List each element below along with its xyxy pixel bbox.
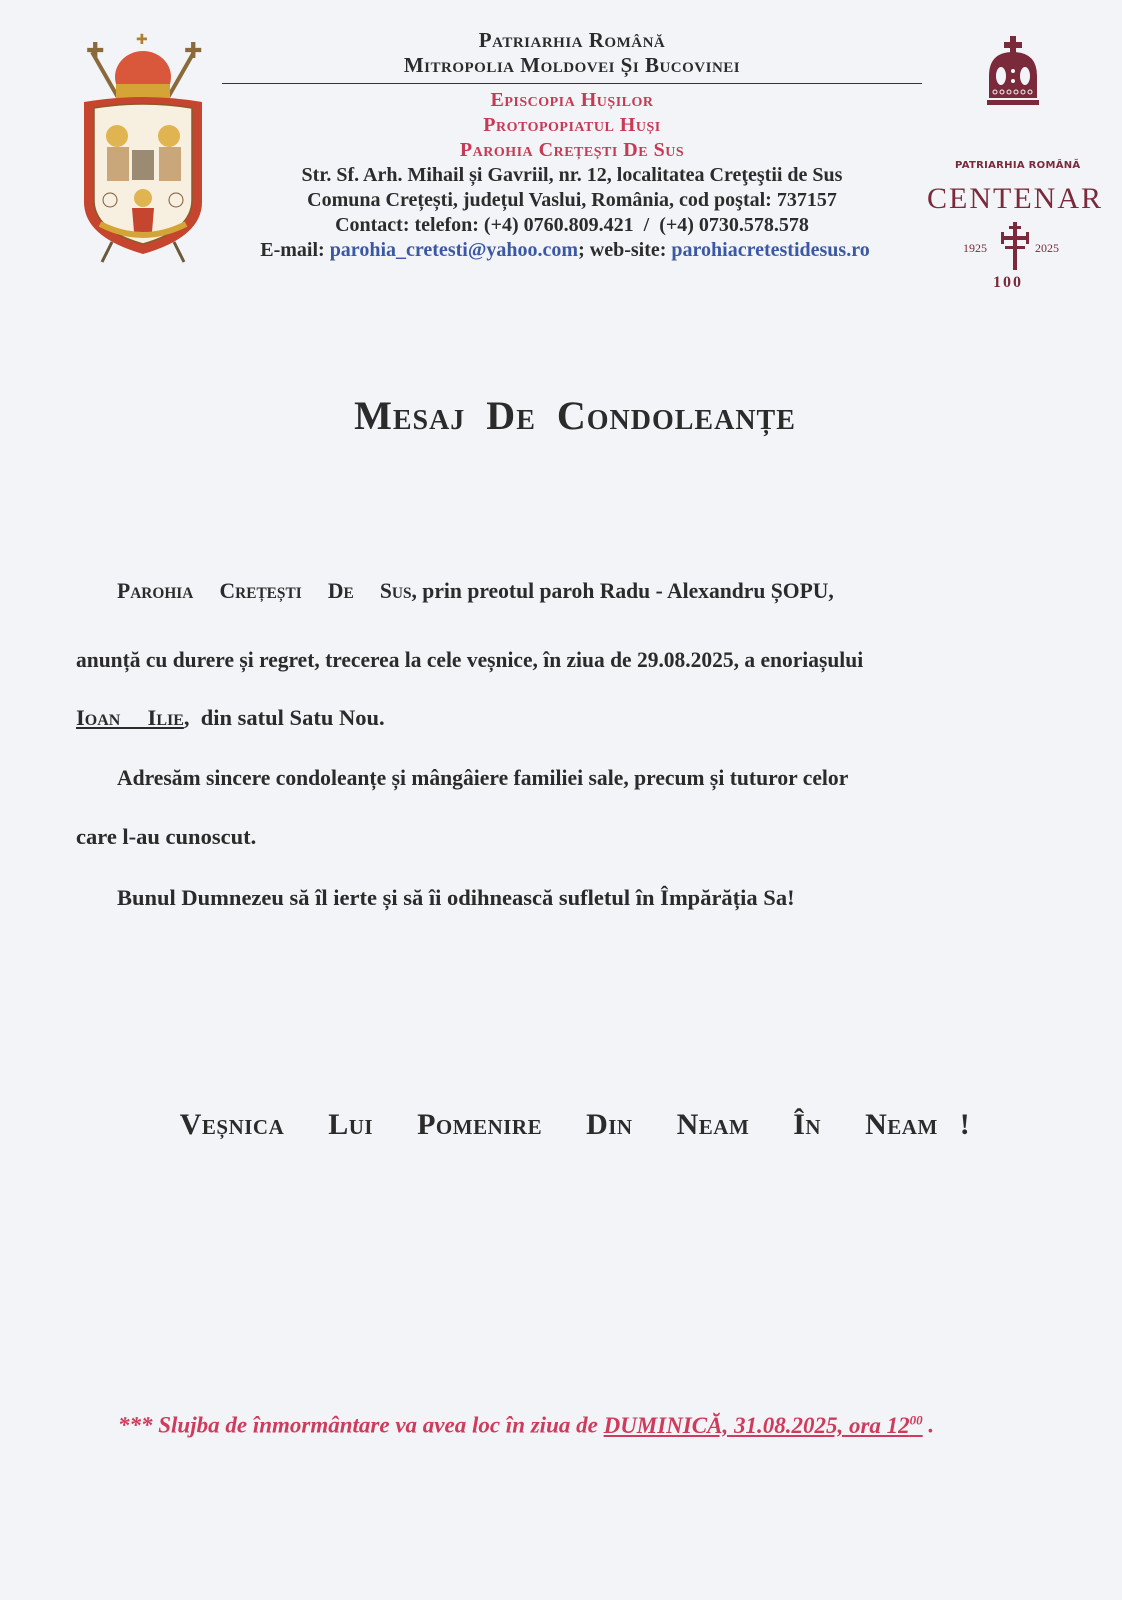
mitre-crown-icon	[985, 36, 1041, 116]
body-line-6: Bunul Dumnezeu să îl ierte și să îi odihnească sufletul în Împărăția Sa!	[117, 885, 795, 910]
closing-blessing: Veșnica Lui Pomenire Din Neam În Neam !	[179, 1108, 971, 1141]
deanery-name: Protopopiatul Huși	[483, 114, 661, 136]
website-link[interactable]: parohiacretestidesus.ro	[671, 239, 870, 261]
letterhead	[222, 28, 922, 263]
body-line-1: Parohia Crețești De Sus, prin preotul paroh Radu - Alexandru ȘOPU,	[117, 578, 834, 603]
email-label: E-mail:	[260, 239, 325, 261]
contact-line: Contact: telefon: (+4) 0760.809.421 / (+4) 0730.578.578	[335, 214, 809, 236]
centenar-year-end: 2025	[1035, 241, 1059, 255]
metropolis-name: Mitropolia Moldovei Și Bucovinei	[403, 53, 741, 77]
centenar-top-text: PATRIARHIA ROMÂNĂ	[955, 160, 1081, 171]
body-line-3: Ioan Ilie, din satul Satu Nou.	[76, 705, 385, 730]
body-line-5: care l-au cunoscut.	[76, 824, 257, 849]
deceased-name: Ioan Ilie	[76, 705, 184, 730]
body-line-4: Adresăm sincere condoleanțe și mângâiere familiei sale, precum și tuturor celor	[117, 765, 849, 790]
address-line-1: Str. Sf. Arh. Mihail și Gavriil, nr. 12, localitatea Creţeştii de Sus	[301, 164, 843, 186]
svg-text:✚: ✚	[184, 38, 203, 63]
website-label: web-site:	[589, 239, 667, 261]
parish-mention: Parohia Crețești De Sus	[117, 578, 412, 603]
email-website-line: E-mail: parohia_cretesti@yahoo.com; web-site: parohiacretestidesus.ro	[260, 239, 870, 261]
body-line-2: anunță cu durere și regret, trecerea la cele veșnice, în ziua de 29.08.2025, a enoriașului	[76, 647, 864, 672]
funeral-datetime: DUMINICĂ, 31.08.2025, ora $12^{00}$	[603, 1412, 923, 1438]
svg-text:✚: ✚	[86, 38, 105, 63]
document-title: Mesaj De Condoleanțe	[354, 393, 796, 438]
email-link[interactable]: parohia_cretesti@yahoo.com	[329, 239, 579, 261]
funeral-note: *** Slujba de înmormântare va avea loc în ziua de DUMINICĂ, 31.08.2025, ora $12^{00}$ .	[118, 1412, 935, 1438]
cross-icon	[999, 222, 1031, 270]
centenar-year-start: 1925	[963, 241, 987, 255]
diocese-name: Episcopia Hușilor	[490, 89, 654, 111]
svg-text:✚: ✚	[136, 33, 148, 48]
centenar-title: CENTENAR	[927, 182, 1103, 215]
address-line-2: Comuna Crețești, județul Vaslui, România, cod poştal: 737157	[307, 189, 837, 211]
centenar-logo	[925, 36, 1122, 291]
eparchy-coat-of-arms-icon	[72, 32, 214, 264]
header-divider	[222, 83, 922, 84]
parish-name: Parohia Crețești De Sus	[459, 139, 685, 161]
patriarchate-name: Patriarhia Română	[478, 28, 666, 52]
centenar-number: 100	[993, 274, 1023, 291]
